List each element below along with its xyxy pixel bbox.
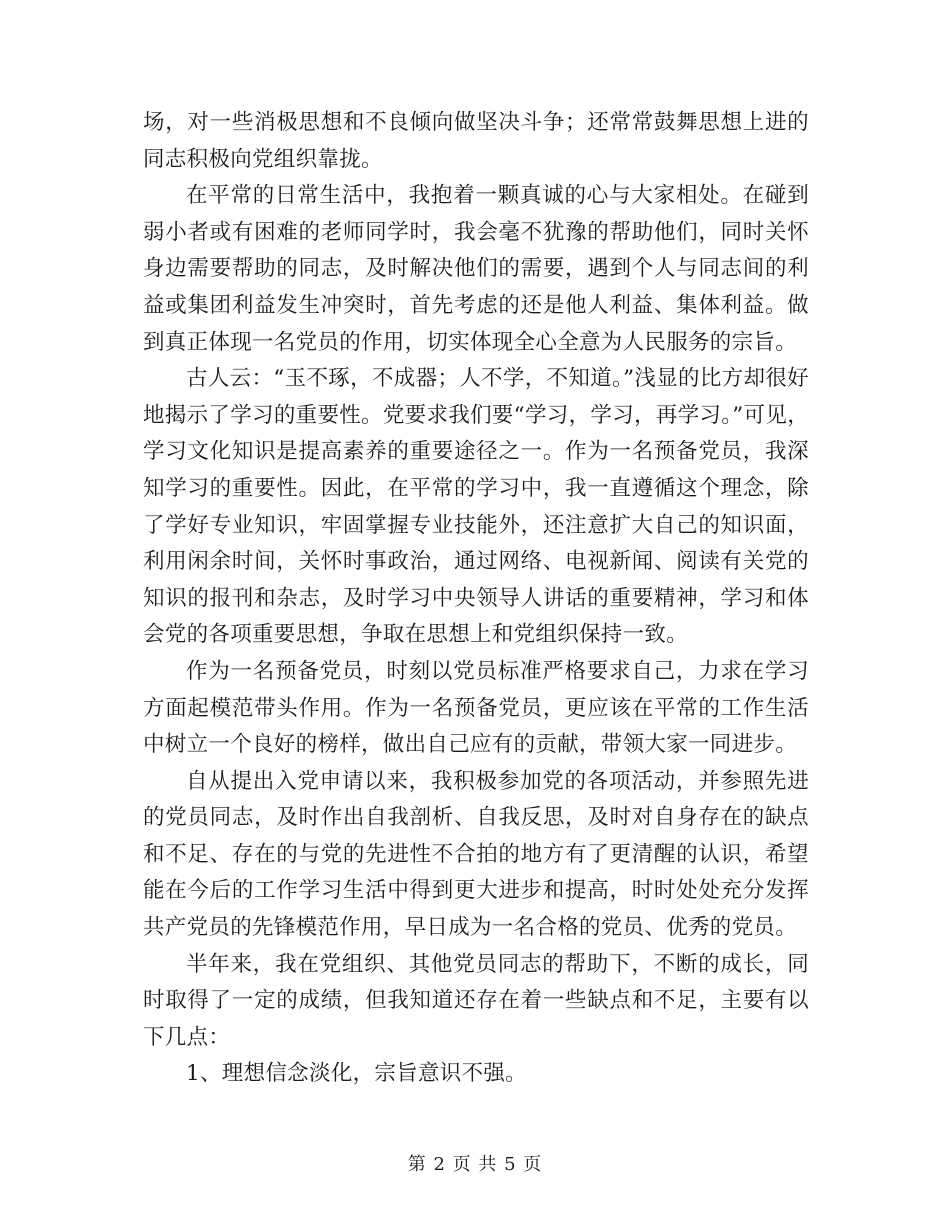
paragraph-half-year: 半年来，我在党组织、其他党员同志的帮助下，不断的成长，同时取得了一定的成绩，但我知道还存在着一些缺点和不足，主要有以下几点：	[143, 951, 809, 1050]
document-body	[143, 105, 809, 1093]
paragraph-daily-life: 在平常的日常生活中，我抱着一颗真诚的心与大家相处。在碰到弱小者或有困难的老师同学时，我会毫不犹豫的帮助他们，同时关怀身边需要帮助的同志，及时解决他们的需要，遇到个人与同志间的利益或集团利益发生冲突时，首先考虑的还是他人利益、集体利益。做到真正体现一名党员的作用，切实体现全心全意为人民服务的宗旨。	[143, 183, 809, 355]
paragraph-self-reflection: 自从提出入党申请以来，我积极参加党的各项活动，并参照先进的党员同志，及时作出自我剖析、自我反思，及时对自身存在的缺点和不足、存在的与党的先进性不合拍的地方有了更清醒的认识，希望能在今后的工作学习生活中得到更大进步和提高，时时处处充分发挥共产党员的先锋模范作用，早日成为一名合格的党员、优秀的党员。	[143, 768, 809, 941]
paragraph-role-model: 作为一名预备党员，时刻以党员标准严格要求自己，力求在学习方面起模范带头作用。作为一名预备党员，更应该在平常的工作生活中树立一个良好的榜样，做出自己应有的贡献，带领大家一同进步。	[143, 658, 809, 758]
list-item-1: 1、理想信念淡化，宗旨意识不强。	[186, 1061, 527, 1087]
page-number-footer: 第 2 页 共 5 页	[407, 1154, 543, 1175]
paragraph-study: 古人云：“玉不琢，不成器；人不学，不知道。”浅显的比方却很好地揭示了学习的重要性。党要求我们要“学习，学习，再学习。”可见，学习文化知识是提高素养的重要途径之一。作为一名预备党员，我深知学习的重要性。因此，在平常的学习中，我一直遵循这个理念，除了学好专业知识，牢固掌握专业技能外，还注意扩大自己的知识面，利用闲余时间，关怀时事政治，通过网络、电视新闻、阅读有关党的知识的报刊和杂志，及时学习中央领导人讲话的重要精神，学习和体会党的各项重要思想，争取在思想上和党组织保持一致。	[143, 366, 809, 648]
paragraph-continuation: 场，对一些消极思想和不良倾向做坚决斗争；还常常鼓舞思想上进的同志积极向党组织靠拢。	[143, 110, 809, 172]
